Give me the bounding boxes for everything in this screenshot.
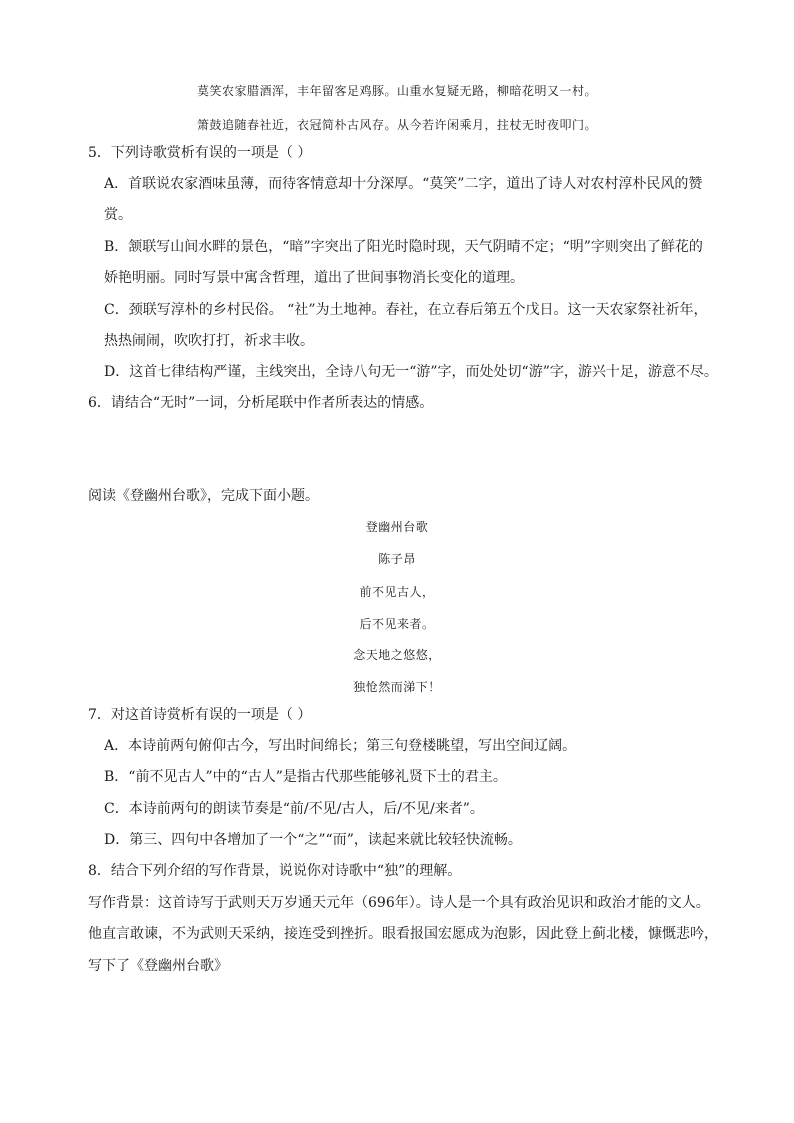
question-5-option-a-line-2: 赏。 bbox=[104, 207, 132, 223]
question-5-option-c-line-2: 热热闹闹，吹吹打打，祈求丰收。 bbox=[104, 333, 314, 349]
question-5-option-a-line-1: A．首联说农家酒味虽薄，而待客情意却十分深厚。“莫笑”二字，道出了诗人对农村淳朴民风的赞 bbox=[104, 176, 703, 192]
question-6-stem: 6．请结合“无时”一词，分析尾联中作者所表达的情感。 bbox=[88, 395, 434, 411]
poem-line-4: 独怆然而涕下！ bbox=[353, 680, 441, 694]
poem-line-3: 念天地之悠悠， bbox=[353, 648, 441, 662]
question-7-option-b: B．“前不见古人”中的“古人”是指古代那些能够礼贤下士的君主。 bbox=[104, 769, 507, 785]
reading-intro: 阅读《登幽州台歌》，完成下面小题。 bbox=[88, 488, 319, 504]
poem-line-1: 前不见古人， bbox=[359, 585, 435, 599]
question-5-stem: 5．下列诗歌赏析有误的一项是（ ） bbox=[88, 145, 312, 161]
poem-line-2: 箫鼓追随春社近，衣冠简朴古风存。从今若许闲乘月，拄杖无时夜叩门。 bbox=[196, 118, 597, 132]
question-7-option-a: A．本诗前两句俯仰古今，写出时间绵长；第三句登楼眺望，写出空间辽阔。 bbox=[104, 738, 577, 754]
poem-title: 登幽州台歌 bbox=[365, 520, 429, 534]
poem-line-1: 莫笑农家腊酒浑，丰年留客足鸡豚。山重水复疑无路，柳暗花明又一村。 bbox=[196, 84, 597, 98]
background-line-1: 写作背景：这首诗写于武则天万岁通天元年（696年）。诗人是一个具有政治见识和政治才能的文人。 bbox=[88, 895, 710, 911]
poem-line-2: 后不见来者。 bbox=[359, 617, 435, 631]
question-5-option-b-line-1: B．颔联写山间水畔的景色，“暗”字突出了阳光时隐时现，天气阴晴不定；“明”字则突出了鲜花的 bbox=[104, 239, 703, 255]
question-5-option-c-line-1: C．颈联写淳朴的乡村民俗。 “社”为土地神。春社，在立春后第五个戊日。这一天农家祭社祈年， bbox=[104, 302, 708, 318]
background-line-2: 他直言敢谏，不为武则天采纳，接连受到挫折。眼看报国宏愿成为泡影，因此登上蓟北楼，慷慨悲吟， bbox=[88, 926, 718, 942]
question-7-option-c: C．本诗前两句的朗读节奏是“前/不见/古人，后/不见/来者”。 bbox=[104, 801, 484, 817]
question-5-option-d: D．这首七律结构严谨，主线突出，全诗八句无一“游”字，而处处切“游”字，游兴十足，游意不尽。 bbox=[104, 364, 718, 380]
question-8-stem: 8．结合下列介绍的写作背景，说说你对诗歌中“独”的理解。 bbox=[88, 863, 462, 879]
background-line-3: 写下了《登幽州台歌》 bbox=[88, 958, 228, 974]
question-5-option-b-line-2: 娇艳明丽。同时写景中寓含哲理，道出了世间事物消长变化的道理。 bbox=[104, 270, 524, 286]
question-7-stem: 7．对这首诗赏析有误的一项是（ ） bbox=[88, 707, 312, 723]
poem-author: 陈子昂 bbox=[378, 552, 416, 566]
question-7-option-d: D．第三、四句中各增加了一个“之”“而”，读起来就比较轻快流畅。 bbox=[104, 832, 522, 848]
